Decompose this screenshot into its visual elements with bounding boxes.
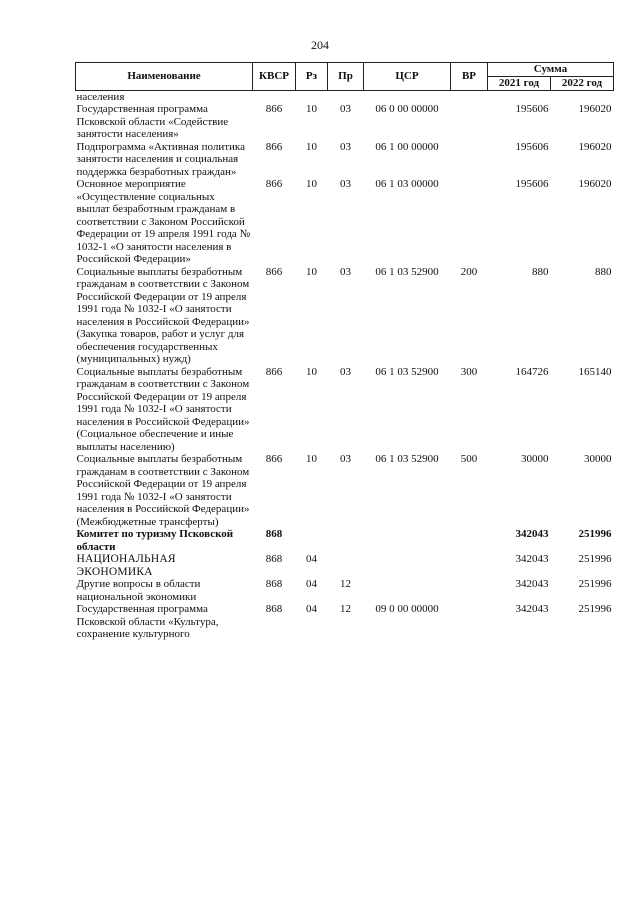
cell-name: населения [76,90,125,103]
cell-vr [451,553,488,578]
cell-csr: 06 1 00 00000 [375,140,439,153]
cell-sum-2021: 880 [532,265,549,278]
table-row [76,603,614,641]
cell-rz [296,528,328,553]
cell-rz: 10 [306,265,317,278]
header-year-2021: 2021 год [488,77,551,91]
header-name: Наименование [76,63,253,91]
cell-vr [451,528,488,553]
cell-csr: 06 1 03 52900 [375,365,439,378]
cell-kvsr: 868 [265,553,283,565]
header-rz: Рз [296,63,328,91]
table-row [76,366,614,454]
cell-vr [451,178,488,266]
cell-kvsr [253,90,296,103]
cell-pr: 03 [340,140,351,153]
cell-pr [328,553,364,578]
cell-kvsr: 866 [265,178,283,190]
cell-pr: 12 [340,603,351,615]
cell-sum-2022: 251996 [578,578,612,590]
cell-rz: 04 [306,603,317,615]
cell-name: Подпрограмма «Активная политика занятости населения и социальная поддержка безработных граждан» [76,140,245,178]
cell-name: Государственная программа Псковской области «Культура, сохранение культурного [76,603,219,640]
cell-sum-2022: 251996 [578,553,612,565]
cell-kvsr: 866 [265,453,283,465]
cell-name: Социальные выплаты безработным гражданам в соответствии с Законом Российской Федерации от 19 апреля 1991 года № 1032-I «О занятости населения в Российской Федерации» (Закупка товаров, работ и услуг для обеспечения государственных (муниципальных) нужд) [76,265,250,365]
cell-name: Социальные выплаты безработным гражданам в соответствии с Законом Российской Федерации от 19 апреля 1991 года № 1032-I «О занятости населения в Российской Федерации» (Межбюджетные трансферты) [76,453,250,528]
budget-table [75,62,614,641]
cell-kvsr: 866 [265,265,283,278]
page-number: 204 [311,38,329,52]
table-row [76,266,614,366]
cell-sum-2021: 342043 [515,603,549,615]
cell-csr [364,578,451,603]
cell-kvsr: 868 [265,528,283,540]
header-kvsr: КВСР [253,63,296,91]
cell-rz: 10 [306,453,317,465]
cell-pr: 03 [340,365,351,378]
cell-vr [451,103,488,141]
cell-pr [328,528,364,553]
cell-vr [451,141,488,179]
cell-vr [451,578,488,603]
cell-csr: 09 0 00 00000 [375,603,439,615]
cell-name: Социальные выплаты безработным гражданам в соответствии с Законом Российской Федерации от 19 апреля 1991 года № 1032-I «О занятости населения в Российской Федерации» (Социальное обеспечение и иные выплаты населению) [76,365,250,453]
cell-pr [328,90,364,103]
cell-rz: 10 [306,178,317,190]
cell-sum-2021: 164726 [515,365,549,378]
table-header [76,63,614,91]
cell-sum-2022: 196020 [578,178,612,190]
cell-rz: 10 [306,103,317,115]
table-row [76,178,614,266]
cell-sum-2022: 251996 [578,528,612,540]
cell-name: Государственная программа Псковской области «Содействие занятости населения» [76,103,229,140]
cell-sum-2021 [488,90,551,103]
budget-table-container [75,62,613,641]
cell-rz: 10 [306,365,317,378]
cell-vr: 500 [460,453,478,465]
cell-sum-2022: 165140 [578,365,612,378]
cell-vr: 200 [460,265,478,278]
cell-name: Основное мероприятие «Осуществление социальных выплат безработным гражданам в соответствии с Законом Российской Федерации от 19 апреля 1991 года № 1032-1 «О занятости населения в Российской Федерации» [76,178,251,265]
cell-sum-2021: 195606 [515,178,549,190]
table-row [76,103,614,141]
cell-sum-2022: 251996 [578,603,612,615]
cell-pr: 03 [340,265,351,278]
cell-vr: 300 [460,365,478,378]
header-year-2022: 2022 год [551,77,614,91]
cell-vr [451,603,488,641]
table-body [76,90,614,641]
cell-csr [364,528,451,553]
cell-rz: 04 [306,578,317,590]
cell-name: Другие вопросы в области национальной экономики [76,578,201,603]
cell-kvsr: 866 [265,365,283,378]
cell-sum-2022: 30000 [584,453,612,465]
cell-sum-2021: 342043 [515,578,549,590]
cell-csr: 06 1 03 00000 [375,178,439,190]
table-row [76,528,614,553]
cell-csr: 06 0 00 00000 [375,103,439,115]
cell-sum-2022: 196020 [578,140,612,153]
cell-csr [364,90,451,103]
cell-vr [451,90,488,103]
cell-rz: 04 [306,553,317,565]
cell-rz [296,90,328,103]
cell-name: Комитет по туризму Псковской области [76,528,234,553]
cell-sum-2022 [551,90,614,103]
cell-pr: 03 [340,178,351,190]
header-csr: ЦСР [364,63,451,91]
header-vr: ВР [451,63,488,91]
cell-sum-2021: 195606 [515,140,549,153]
table-row [76,578,614,603]
cell-pr: 03 [340,453,351,465]
cell-pr: 03 [340,103,351,115]
cell-kvsr: 866 [265,103,283,115]
table-row [76,553,614,578]
table-row [76,90,614,103]
cell-csr: 06 1 03 52900 [375,265,439,278]
cell-rz: 10 [306,140,317,153]
cell-pr: 12 [340,578,351,590]
header-pr: Пр [328,63,364,91]
header-sum: Сумма [488,63,614,77]
cell-sum-2022: 196020 [578,103,612,115]
table-row [76,141,614,179]
cell-sum-2021: 195606 [515,103,549,115]
cell-kvsr: 868 [265,578,283,590]
cell-sum-2021: 342043 [515,553,549,565]
cell-sum-2021: 30000 [521,453,549,465]
table-row [76,453,614,528]
cell-csr: 06 1 03 52900 [375,453,439,465]
cell-name: НАЦИОНАЛЬНАЯ ЭКОНОМИКА [76,553,176,578]
cell-csr [364,553,451,578]
cell-kvsr: 868 [265,603,283,615]
cell-sum-2021: 342043 [515,528,549,540]
cell-kvsr: 866 [265,140,283,153]
cell-sum-2022: 880 [595,265,612,278]
